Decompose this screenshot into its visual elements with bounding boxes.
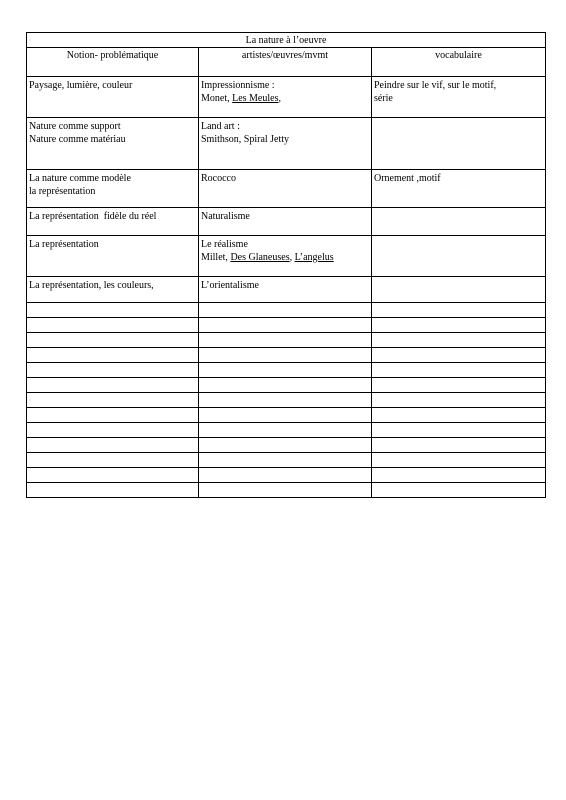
table-header-row bbox=[27, 48, 546, 77]
cell-text: Le réalisme bbox=[200, 239, 248, 250]
cell-vocab bbox=[371, 363, 545, 378]
artist-name: Millet, bbox=[200, 252, 231, 263]
cell-artists bbox=[198, 303, 371, 318]
cell-text: Land art : bbox=[200, 121, 240, 132]
cell-vocab bbox=[371, 348, 545, 363]
cell-notion bbox=[27, 333, 199, 348]
cell-vocab bbox=[371, 438, 545, 453]
cell-text: Rococco bbox=[200, 173, 236, 184]
cell-vocab bbox=[371, 77, 545, 118]
artwork-title: Les Meules bbox=[232, 93, 279, 104]
cell-notion bbox=[27, 77, 199, 118]
empty-table-row bbox=[27, 468, 546, 483]
cell-vocab bbox=[371, 118, 545, 170]
cell-notion bbox=[27, 378, 199, 393]
cell-artists bbox=[198, 393, 371, 408]
cell-artists bbox=[198, 363, 371, 378]
empty-table-row bbox=[27, 303, 546, 318]
cell-notion bbox=[27, 483, 199, 498]
table-row bbox=[27, 236, 546, 277]
empty-table-row bbox=[27, 483, 546, 498]
empty-table-row bbox=[27, 408, 546, 423]
cell-notion bbox=[27, 170, 199, 208]
table-row bbox=[27, 77, 546, 118]
cell-vocab bbox=[371, 277, 545, 303]
cell-vocab bbox=[371, 303, 545, 318]
cell-artists bbox=[198, 468, 371, 483]
empty-table-row bbox=[27, 438, 546, 453]
cell-artists bbox=[198, 423, 371, 438]
cell-text: série bbox=[373, 93, 393, 104]
empty-table-row bbox=[27, 333, 546, 348]
cell-vocab bbox=[371, 236, 545, 277]
cell-artists bbox=[198, 208, 371, 236]
cell-text: La représentation bbox=[29, 239, 99, 250]
cell-vocab bbox=[371, 423, 545, 438]
cell-notion bbox=[27, 438, 199, 453]
cell-artists bbox=[198, 118, 371, 170]
cell-vocab bbox=[371, 393, 545, 408]
artwork-title: L’angelus bbox=[294, 252, 334, 263]
cell-notion bbox=[27, 363, 199, 378]
cell-text: Smithson, Spiral Jetty bbox=[200, 134, 290, 145]
cell-text: La nature comme modèle bbox=[29, 173, 131, 184]
cell-text: Paysage, lumière, couleur bbox=[29, 80, 133, 91]
cell-vocab bbox=[371, 468, 545, 483]
empty-table-row bbox=[27, 423, 546, 438]
artwork-title: Des Glaneuses bbox=[230, 252, 290, 263]
cell-notion bbox=[27, 303, 199, 318]
table-title-row bbox=[27, 33, 546, 48]
cell-vocab bbox=[371, 453, 545, 468]
cell-vocab bbox=[371, 170, 545, 208]
empty-table-row bbox=[27, 378, 546, 393]
cell-notion bbox=[27, 208, 199, 236]
cell-text-line bbox=[201, 251, 369, 264]
table-row bbox=[27, 118, 546, 170]
cell-vocab bbox=[371, 378, 545, 393]
cell-artists bbox=[198, 77, 371, 118]
cell-vocab bbox=[371, 208, 545, 236]
table-title: La nature à l’oeuvre bbox=[27, 33, 546, 48]
cell-artists bbox=[198, 483, 371, 498]
empty-table-row bbox=[27, 318, 546, 333]
cell-artists bbox=[198, 408, 371, 423]
table-row bbox=[27, 277, 546, 303]
table-row bbox=[27, 170, 546, 208]
cell-notion bbox=[27, 423, 199, 438]
cell-notion bbox=[27, 348, 199, 363]
cell-artists bbox=[198, 348, 371, 363]
cell-text: L’orientalisme bbox=[200, 280, 259, 291]
cell-text: Nature comme matériau bbox=[29, 134, 126, 145]
cell-vocab bbox=[371, 408, 545, 423]
cell-artists bbox=[198, 438, 371, 453]
cell-artists bbox=[198, 453, 371, 468]
empty-table-row bbox=[27, 453, 546, 468]
cell-notion bbox=[27, 118, 199, 170]
cell-notion bbox=[27, 277, 199, 303]
cell-notion bbox=[27, 468, 199, 483]
punctuation: , bbox=[289, 252, 295, 263]
header-notion: Notion- problématique bbox=[27, 48, 199, 77]
cell-text-line bbox=[201, 92, 369, 105]
cell-notion bbox=[27, 393, 199, 408]
cell-artists bbox=[198, 333, 371, 348]
cell-text: La représentation fidèle du réel bbox=[29, 211, 157, 222]
empty-table-row bbox=[27, 393, 546, 408]
cell-artists bbox=[198, 318, 371, 333]
cell-text: Impressionnisme : bbox=[200, 80, 275, 91]
cell-text: La représentation, les couleurs, bbox=[29, 280, 154, 291]
cell-text: Ornement ,motif bbox=[373, 173, 441, 184]
cell-vocab bbox=[371, 483, 545, 498]
cell-artists bbox=[198, 378, 371, 393]
table-row bbox=[27, 208, 546, 236]
cell-text: la représentation bbox=[29, 186, 96, 197]
empty-table-row bbox=[27, 363, 546, 378]
header-vocab: vocabulaire bbox=[371, 48, 545, 77]
cell-artists bbox=[198, 170, 371, 208]
cell-notion bbox=[27, 453, 199, 468]
cell-artists bbox=[198, 277, 371, 303]
cell-notion bbox=[27, 236, 199, 277]
cell-artists bbox=[198, 236, 371, 277]
cell-vocab bbox=[371, 333, 545, 348]
nature-table bbox=[26, 32, 546, 498]
artist-name: Monet, bbox=[200, 93, 233, 104]
punctuation: , bbox=[278, 93, 281, 104]
empty-table-row bbox=[27, 348, 546, 363]
cell-vocab bbox=[371, 318, 545, 333]
cell-text: Peindre sur le vif, sur le motif, bbox=[373, 80, 497, 91]
cell-notion bbox=[27, 318, 199, 333]
cell-text: Naturalisme bbox=[200, 211, 250, 222]
cell-notion bbox=[27, 408, 199, 423]
header-artists: artistes/œuvres/mvmt bbox=[198, 48, 371, 77]
cell-text: Nature comme support bbox=[29, 121, 121, 132]
